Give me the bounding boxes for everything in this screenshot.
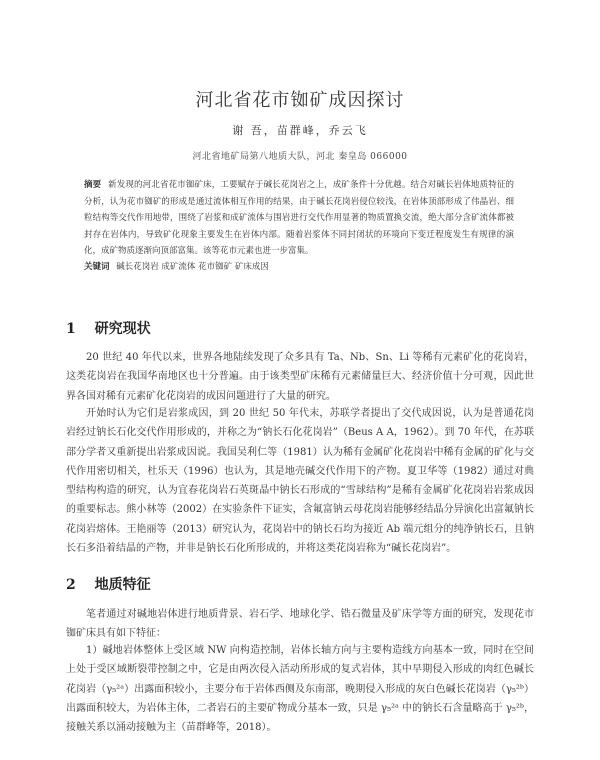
keywords (84, 260, 514, 272)
section-heading (66, 574, 151, 594)
keywords-label: 关键词 (84, 262, 110, 272)
body-paragraph: 笔者通过对碱地岩体进行地质背景、岩石学、地球化学、锆石微量及矿床学等方面的研究，发现花市铷矿床具有如下特征： (66, 609, 534, 640)
body-paragraph: 开始时认为它们是岩浆成因，到 20 世纪 50 年代末，苏联学者提出了交代成因说，认为是普通花岗岩经过钠长石化交代作用形成的，并称之为“钠长石化花岗岩”（Beus A A，1962）。到 70 年代，在苏联部分学者又重新提出岩浆成因说。我国吴利仁等（1981）认为稀有金属矿化花岗岩中稀有金属的矿化与交代作用密切相关，杜乐天（1996）也认为，其是地壳碱交代作用下的产物。夏卫华等（1982）通过对典型结构构造的研究，认为宜春花岗岩石英斑晶中钠长石形成的“雪球结构”是稀有金属矿化花岗岩岩浆成因的重要标志。熊小林等（2002）在实验条件下证实，含氟富钠云母花岗岩能够经结晶分异演化出富氟钠长花岗岩熔体。王艳丽等（2013）研究认为，花岗岩中的钠长石均为接近 Ab 端元组分的纯净钠长石，且钠长石多沿着结晶的产物，并非是钠长石化所形成的，并将这类花岗岩称为“碱长花岗岩”。 (66, 408, 534, 555)
paper-title: 河北省花市铷矿成因探讨 (195, 90, 405, 111)
abstract-text: 新发现的河北省花市铷矿床，工要赋存于碱长花岗岩之上，成矿条件十分优越。结合对碱长岩体地质特征的分析，认为花市铷矿的形成是通过流体相互作用的结果，由于碱长花岗岩侵位较浅，在岩体顶部形成了伟晶岩、细粒结构等交代作用地带，围绕了岩浆和成矿流体与围岩进行交代作用显著的物质置换交流，绝大部分含矿流体都被封存在岩体内，导致矿化现象主要发生在岩体内部。随着岩浆体不同封闭状的环境向下变迁程度发生有规律的演化，成矿物质逐渐向顶部富集。该等花市元素也进一步富集。 (84, 180, 514, 256)
abstract-label: 摘要 (84, 180, 102, 190)
affiliation: 河北省地矿局第八地质大队，河北 秦皇岛 066000 (192, 152, 408, 162)
section-heading (66, 318, 151, 338)
abstract (84, 177, 514, 260)
keywords-text: 碱长花岗岩 成矿流体 花市铷矿 矿床成因 (116, 262, 269, 272)
body-paragraph: 20 世纪 40 年代以来，世界各地陆续发现了众多具有 Ta、Nb、Sn、Li 等稀有元素矿化的花岗岩，这类花岗岩在我国华南地区也十分普遍。由于该类型矿床稀有元素储量巨大、经济价值十分可观，因此世界各国对稀有元素矿化花岗岩的成因问题进行了大量的研究。 (66, 352, 534, 402)
section-title: 研究现状 (94, 321, 151, 337)
body-paragraph: 1）碱地岩体整体上受区域 NW 向构造控制，岩体长轴方向与主要构造线方向基本一致，同时在空间上处于受区域断裂带控制之中，它是由两次侵入活动所形成的复式岩体，其中早期侵入形成的肉红色碱长花岗岩（γ₅²ᵃ）出露面积较小，主要分布于岩体西侧及东南部，晚期侵入形成的灰白色碱长花岗岩（γ₅²ᵇ）出露面积较大，为岩体主体，二者岩石的主要矿物成分基本一致，只是 γ₅²ᵃ 中的钠长石含量略高于 γ₅²ᵇ，接触关系以涌动接触为主（苗群峰等，2018）。 (66, 645, 534, 734)
section-number: 2 (66, 577, 76, 593)
author-list: 谢 吾，苗群峰，乔云飞 (232, 124, 368, 137)
section-number: 1 (66, 321, 76, 337)
section-title: 地质特征 (94, 577, 151, 593)
